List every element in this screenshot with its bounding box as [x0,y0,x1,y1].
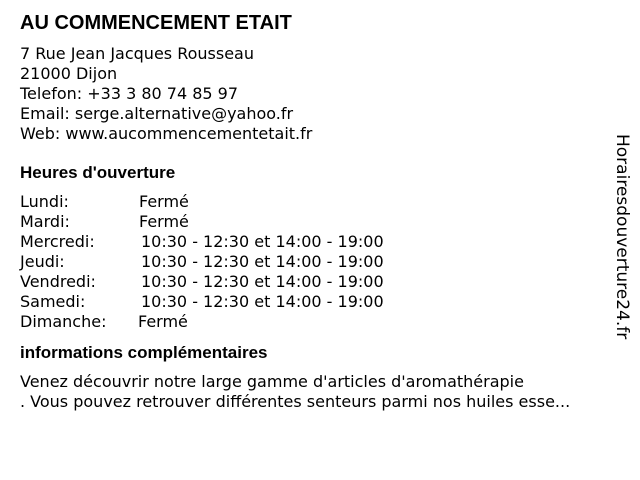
day-label: Lundi: [20,192,69,211]
day-label: Mardi: [20,212,70,231]
info-text [20,372,620,412]
business-card [20,10,620,412]
day-label: Vendredi: [20,272,96,291]
hours-row-mardi [20,212,620,232]
hours-row-dimanche [20,312,620,332]
email: Email: serge.alternative@yahoo.fr [20,104,294,123]
day-hours: Fermé [139,192,189,211]
hours-row-mercredi [20,232,620,252]
day-hours: Fermé [138,312,188,331]
site-watermark: Horairesdouverture24.fr [612,134,632,340]
hours-table [20,192,620,332]
info-title: informations complémentaires [20,343,268,362]
city: 21000 Dijon [20,64,118,83]
day-label: Samedi: [20,292,86,311]
day-label: Dimanche: [20,312,107,331]
day-hours: 10:30 - 12:30 et 14:00 - 19:00 [141,292,384,311]
day-hours: 10:30 - 12:30 et 14:00 - 19:00 [141,232,384,251]
address-block [20,44,620,144]
info-line: Venez découvrir notre large gamme d'articles d'aromathérapie [20,372,524,391]
website: Web: www.aucommencementetait.fr [20,124,313,143]
hours-row-jeudi [20,252,620,272]
day-label: Jeudi: [20,252,65,271]
street-address: 7 Rue Jean Jacques Rousseau [20,44,254,63]
hours-row-samedi [20,292,620,312]
hours-row-lundi [20,192,620,212]
day-hours: 10:30 - 12:30 et 14:00 - 19:00 [141,272,384,291]
info-line: . Vous pouvez retrouver différentes senteurs parmi nos huiles esse... [20,392,571,411]
phone: Telefon: +33 3 80 74 85 97 [20,84,239,103]
day-hours: Fermé [139,212,189,231]
business-name: AU COMMENCEMENT ETAIT [20,12,292,34]
day-label: Mercredi: [20,232,95,251]
day-hours: 10:30 - 12:30 et 14:00 - 19:00 [141,252,384,271]
hours-title: Heures d'ouverture [20,163,176,182]
hours-row-vendredi [20,272,620,292]
